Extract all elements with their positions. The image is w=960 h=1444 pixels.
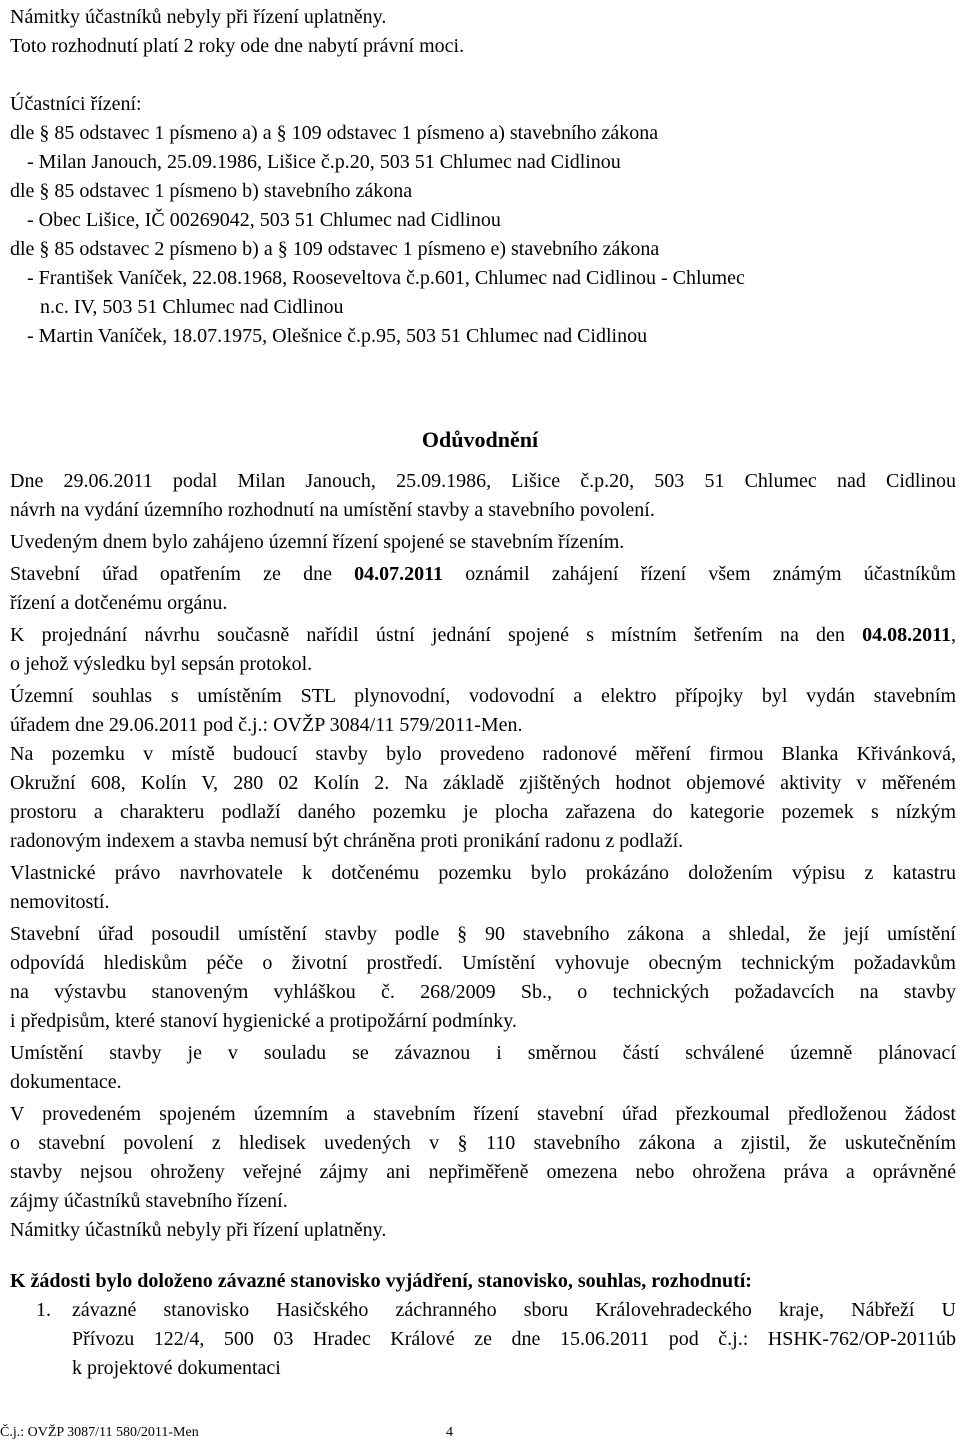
participant-milan-janouch: - Milan Janouch, 25.09.1986, Lišice č.p.20, 503 51 Chlumec nad Cidlinou (27, 151, 621, 173)
para-1-line-1: Dne 29.06.2011 podal Milan Janouch, 25.09.1986, Lišice č.p.20, 503 51 Chlumec nad Cidlinou (10, 470, 956, 492)
para-8-line-3: na výstavbu stanoveným vyhláškou č. 268/2009 Sb., o technických požadavcích na stavby (10, 981, 956, 1003)
intro-block (10, 3, 956, 61)
para-8-line-1: Stavební úřad posoudil umístění stavby podle § 90 stavebního zákona a shledal, že její umístění (10, 923, 956, 945)
para-8-line-4: i předpisům, které stanoví hygienické a protipožární podmínky. (10, 1010, 517, 1032)
para-3-line-2: řízení a dotčenému orgánu. (10, 592, 228, 614)
participant-group-3: dle § 85 odstavec 2 písmeno b) a § 109 odstavec 1 písmeno e) stavebního zákona (10, 238, 660, 260)
attachment-item-1-line-3: k projektové dokumentaci (72, 1357, 281, 1379)
attachments-heading: K žádosti bylo doloženo závazné stanovisko vyjádření, stanovisko, souhlas, rozhodnutí: (10, 1270, 752, 1292)
attachment-item-1-line-1: závazné stanovisko Hasičského záchranného sboru Královehradeckého kraje, Nábřeží U (72, 1299, 956, 1321)
participants-section (10, 90, 956, 351)
para-11: Námitky účastníků nebyly při řízení uplatněny. (10, 1219, 387, 1241)
para-2: Uvedeným dnem bylo zahájeno územní řízení spojené se stavebním řízením. (10, 531, 625, 553)
para-8-line-2: odpovídá hlediskům péče o životní prostředí. Umístění vyhovuje obecným technickým požadavkům (10, 952, 956, 974)
para-5-line-2: úřadem dne 29.06.2011 pod č.j.: OVŽP 3084/11 579/2011-Men. (10, 714, 523, 736)
para-10-line-3: stavby nejsou ohroženy veřejné zájmy ani nepřiměřeně omezena nebo ohrožena práva a oprávněné (10, 1161, 956, 1183)
para-9-line-2: dokumentace. (10, 1071, 122, 1093)
objections-note: Námitky účastníků nebyly při řízení uplatněny. (10, 6, 387, 28)
para-5-line-1: Územní souhlas s umístěním STL plynovodní, vodovodní a elektro přípojky byl vydán stavebním (10, 685, 956, 707)
page-number: 4 (446, 1425, 453, 1440)
para-6-line-2: Okružní 608, Kolín V, 280 02 Kolín 2. Na základě zjištěných hodnot objemové aktivity v měřeném (10, 772, 956, 794)
para-3-line-1: Stavební úřad opatřením ze dne 04.07.2011 oznámil zahájení řízení všem známým účastníkům (10, 563, 956, 585)
para-4-line-2: o jehož výsledku byl sepsán protokol. (10, 653, 313, 675)
reasoning-heading: Odůvodnění (421, 427, 539, 452)
para-10-line-2: o stavební povolení z hledisek uvedených v § 110 stavebního zákona a zjistil, že uskutečněním (10, 1132, 956, 1154)
attachment-item-1-number: 1. (36, 1299, 51, 1321)
footer-reference: Č.j.: OVŽP 3087/11 580/2011-Men (0, 1425, 199, 1440)
para-9-line-1: Umístění stavby je v souladu se závaznou i směrnou částí schválené územně plánovací (10, 1042, 956, 1064)
attachment-item-1-line-2: Přívozu 122/4, 500 03 Hradec Králové ze dne 15.06.2011 pod č.j.: HSHK-762/OP-2011úb (72, 1328, 956, 1350)
page-footer (0, 1424, 453, 1442)
para-6-line-1: Na pozemku v místě budoucí stavby bylo provedeno radonové měření firmou Blanka Křivánková, (10, 743, 956, 765)
para-6-line-3: prostoru a charakteru podlaží daného pozemku je plocha zařazena do kategorie pozemek s nízkým (10, 801, 956, 823)
participant-group-2: dle § 85 odstavec 1 písmeno b) stavebního zákona (10, 180, 413, 202)
participant-group-1: dle § 85 odstavec 1 písmeno a) a § 109 odstavec 1 písmeno a) stavebního zákona (10, 122, 659, 144)
para-7-line-2: nemovitostí. (10, 891, 110, 913)
attachment-item-1-text (72, 1296, 956, 1383)
hearing-date: 04.08.2011 (862, 624, 951, 646)
reasoning-body (10, 467, 956, 1245)
validity-note: Toto rozhodnutí platí 2 roky ode dne nabytí právní moci. (10, 35, 465, 57)
participant-frantisek-vanicek: - František Vaníček, 22.08.1968, Rooseveltova č.p.601, Chlumec nad Cidlinou - Chlumec (27, 267, 745, 289)
participants-title: Účastníci řízení: (10, 93, 142, 115)
participant-martin-vanicek: - Martin Vaníček, 18.07.1975, Olešnice č.p.95, 503 51 Chlumec nad Cidlinou (27, 325, 648, 347)
para-1-line-2: návrh na vydání územního rozhodnutí na umístění stavby a stavebního povolení. (10, 499, 655, 521)
participant-obec-lisice: - Obec Lišice, IČ 00269042, 503 51 Chlumec nad Cidlinou (27, 209, 501, 231)
para-10-line-4: zájmy účastníků stavebního řízení. (10, 1190, 288, 1212)
para-7-line-1: Vlastnické právo navrhovatele k dotčenému pozemku bylo prokázáno doložením výpisu z katastru (10, 862, 956, 884)
notification-date: 04.07.2011 (354, 563, 444, 585)
participant-frantisek-vanicek-cont: n.c. IV, 503 51 Chlumec nad Cidlinou (40, 296, 344, 318)
para-10-line-1: V provedeném spojeném územním a stavebním řízení stavební úřad přezkoumal předloženou žádost (10, 1103, 956, 1125)
para-6-line-4: radonovým indexem a stavba nemusí být chráněna proti pronikání radonu z podlaží. (10, 830, 684, 852)
attachments-section (10, 1267, 956, 1296)
para-4-line-1: K projednání návrhu současně nařídil ústní jednání spojené s místním šetřením na den 04.08.2011, (10, 624, 956, 646)
